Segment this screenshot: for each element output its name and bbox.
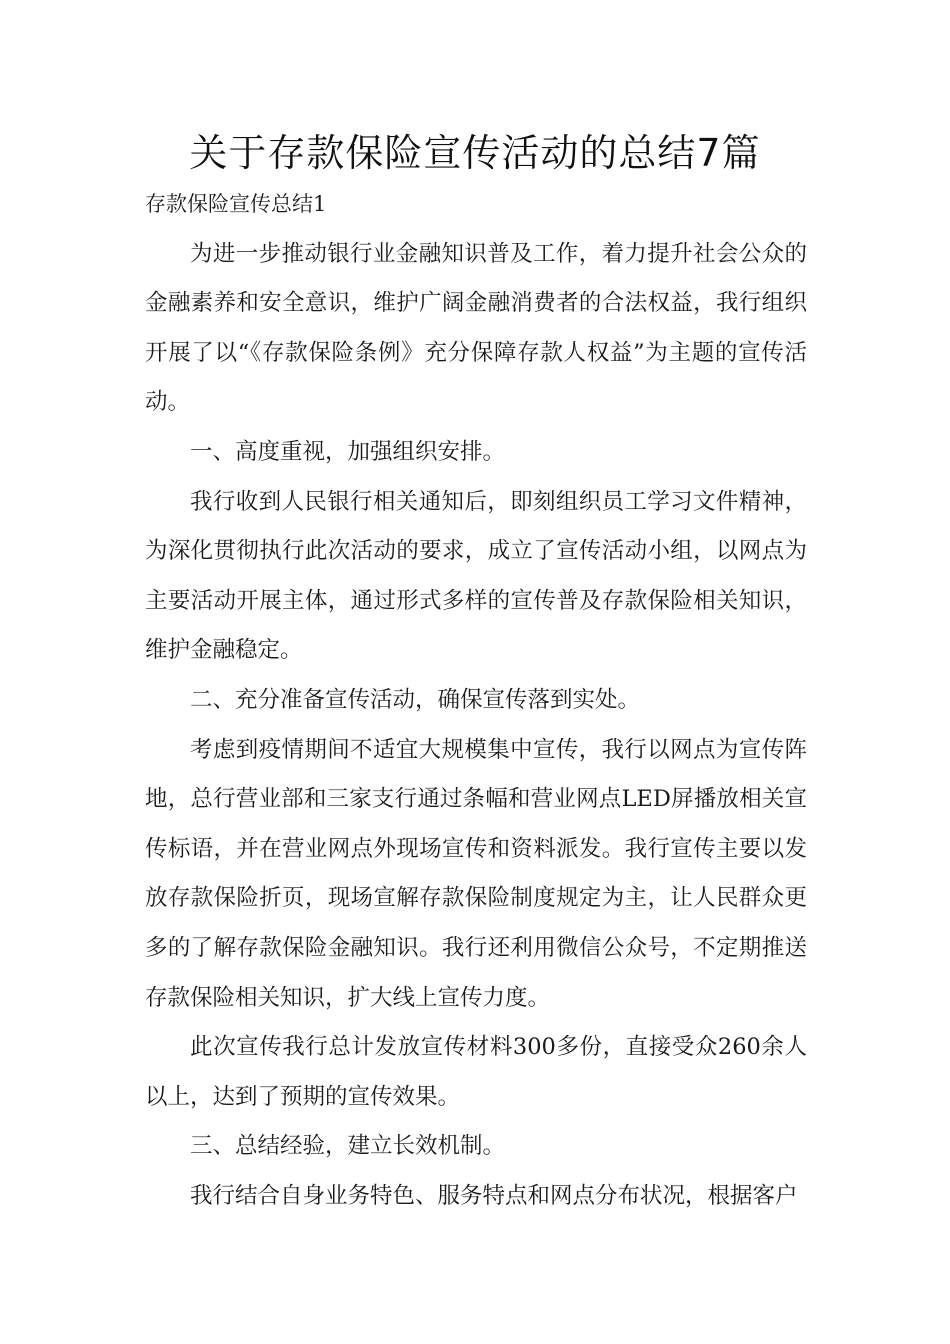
- section-heading-1: 一、高度重视，加强组织安排。: [190, 438, 506, 465]
- section-heading-2: 二、充分准备宣传活动，确保宣传落到实处。: [190, 686, 641, 713]
- paragraph-results: 此次宣传我行总计发放宣传材料300多份，直接受众260余人以上，达到了预期的宣传效果。: [145, 1034, 807, 1110]
- paragraph-campaign: 考虑到疫情期间不适宜大规模集中宣传，我行以网点为宣传阵地，总行营业部和三家支行通过条幅和营业网点LED屏播放相关宣传标语，并在营业网点外现场宣传和资料派发。我行宣传主要以发放存款保险折页，现场宣解存款保险制度规定为主，让人民群众更多的了解存款保险金融知识。我行还利用微信公众号，不定期推送存款保险相关知识，扩大线上宣传力度。: [145, 736, 807, 1011]
- document-body: [145, 180, 807, 1221]
- paragraph-intro: 为进一步推动银行业金融知识普及工作，着力提升社会公众的金融素养和安全意识，维护广阔金融消费者的合法权益，我行组织开展了以“《存款保险条例》充分保障存款人权益”为主题的宣传活动。: [145, 240, 807, 416]
- section-heading-3: 三、总结经验，建立长效机制。: [190, 1133, 506, 1160]
- paragraph-organization: 我行收到人民银行相关通知后，即刻组织员工学习文件精神，为深化贯彻执行此次活动的要求，成立了宣传活动小组，以网点为主要活动开展主体，通过形式多样的宣传普及存款保险相关知识，维护金融稳定。: [145, 488, 807, 664]
- section-subtitle: 存款保险宣传总结1: [145, 192, 327, 216]
- document-title: 关于存款保险宣传活动的总结7篇: [189, 131, 761, 175]
- paragraph-mechanism: 我行结合自身业务特色、服务特点和网点分布状况，根据客户: [190, 1182, 798, 1209]
